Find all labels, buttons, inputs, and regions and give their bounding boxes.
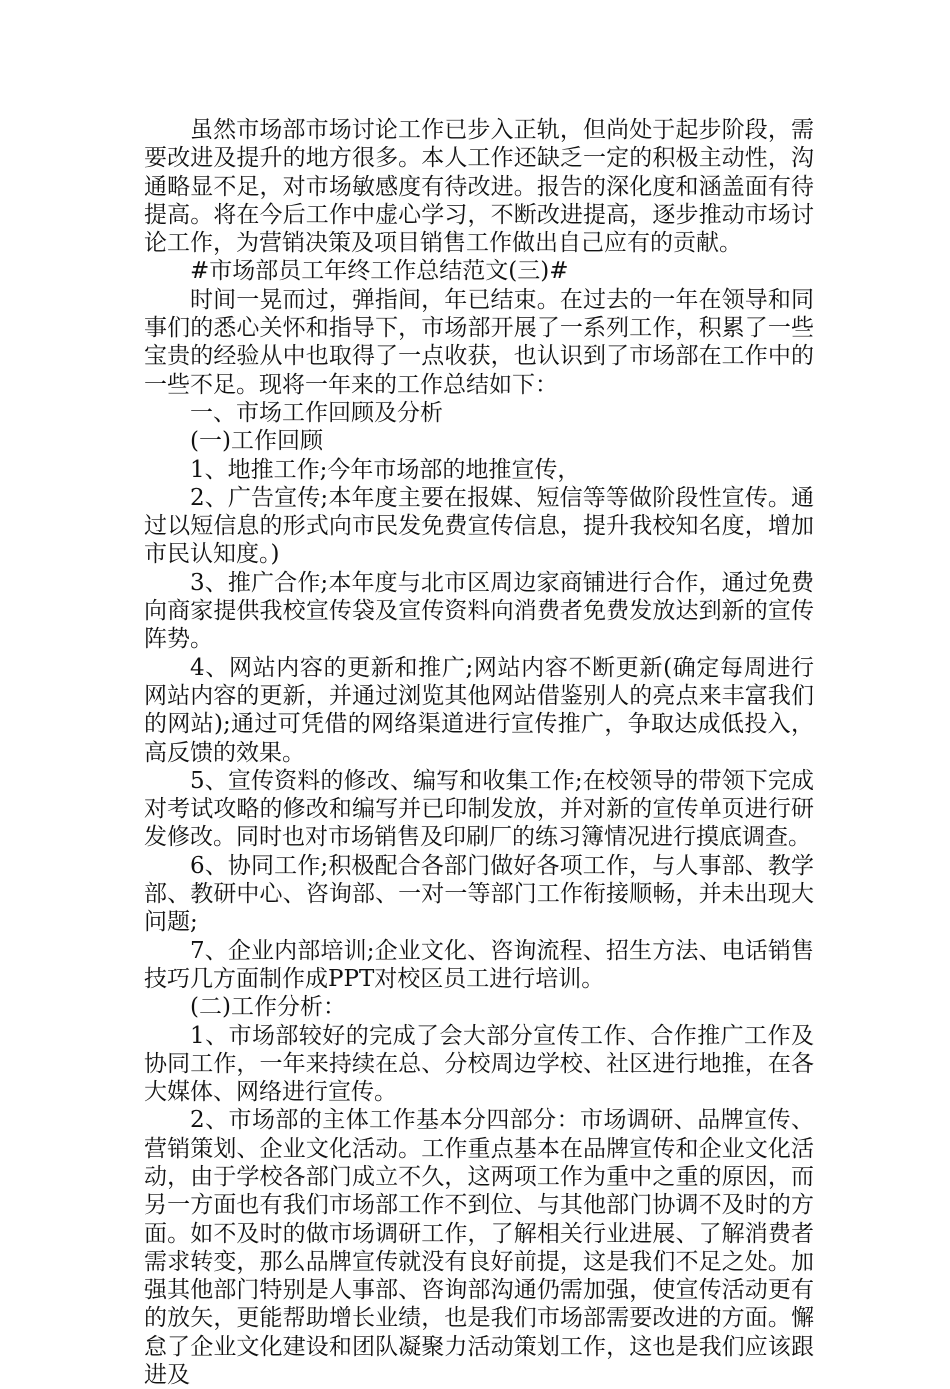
item-cooperation: 3、推广合作;本年度与北市区周边家商铺进行合作，通过免费向商家提供我校宣传袋及宣传资料向消费者免费发放达到新的宣传阵势。 <box>144 569 814 653</box>
heading-market-review: 一、市场工作回顾及分析 <box>190 399 443 426</box>
paragraph-improvement-summary: 虽然市场部市场讨论工作已步入正轨，但尚处于起步阶段，需要改进及提升的地方很多。本人工作还缺乏一定的积极主动性，沟通略显不足，对市场敏感度有待改进。报告的深化度和涵盖面有待提高。将在今后工作中虚心学习，不断改进提高，逐步推动市场讨论工作，为营销决策及项目销售工作做出自己应有的贡献。 <box>144 117 814 257</box>
analysis-point-1: 1、市场部较好的完成了会大部分宣传工作、合作推广工作及协同工作，一年来持续在总、分校周边学校、社区进行地推，在各大媒体、网络进行宣传。 <box>144 1022 814 1106</box>
item-advertising: 2、广告宣传;本年度主要在报媒、短信等等做阶段性宣传。通过以短信息的形式向市民发免费宣传信息，提升我校知名度，增加市民认知度。) <box>144 484 814 568</box>
subheading-work-review: (一)工作回顾 <box>190 428 323 455</box>
item-website: 4、网站内容的更新和推广;网站内容不断更新(确定每周进行网站内容的更新，并通过浏览其他网站借鉴别人的亮点来丰富我们的网站);通过可凭借的网络渠道进行宣传推广，争取达成低投入，高反馈的效果。 <box>144 654 814 766</box>
item-internal-training: 7、企业内部培训;企业文化、咨询流程、招生方法、电话销售技巧几方面制作成PPT对校区员工进行培训。 <box>144 937 814 992</box>
section-heading-part-three: #市场部员工年终工作总结范文(三)# <box>190 258 569 285</box>
item-materials: 5、宣传资料的修改、编写和收集工作;在校领导的带领下完成对考试攻略的修改和编写并已印制发放，并对新的宣传单页进行研发修改。同时也对市场销售及印刷厂的练习簿情况进行摸底调查。 <box>144 767 814 851</box>
paragraph-intro: 时间一晃而过，弹指间，年已结束。在过去的一年在领导和同事们的悉心关怀和指导下，市场部开展了一系列工作，积累了一些宝贵的经验从中也取得了一点收获，也认识到了市场部在工作中的一些不足。现将一年来的工作总结如下： <box>144 286 814 398</box>
document-body <box>144 116 814 1389</box>
subheading-work-analysis: (二)工作分析： <box>190 994 346 1021</box>
analysis-point-2: 2、市场部的主体工作基本分四部分：市场调研、品牌宣传、营销策划、企业文化活动。工作重点基本在品牌宣传和企业文化活动，由于学校各部门成立不久，这两项工作为重中之重的原因，而另一方面也有我们市场部工作不到位、与其他部门协调不及时的方面。如不及时的做市场调研工作，了解相关行业进展、了解消费者需求转变，那么品牌宣传就没有良好前提，这是我们不足之处。加强其他部门特别是人事部、咨询部沟通仍需加强，使宣传活动更有的放矢，更能帮助增长业绩，也是我们市场部需要改进的方面。懈怠了企业文化建设和团队凝聚力活动策划工作，这也是我们应该跟进及 <box>144 1107 814 1389</box>
item-collaboration: 6、协同工作;积极配合各部门做好各项工作，与人事部、教学部、教研中心、咨询部、一对一等部门工作衔接顺畅，并未出现大问题; <box>144 852 814 936</box>
item-ground-promotion: 1、地推工作;今年市场部的地推宣传， <box>190 456 581 483</box>
